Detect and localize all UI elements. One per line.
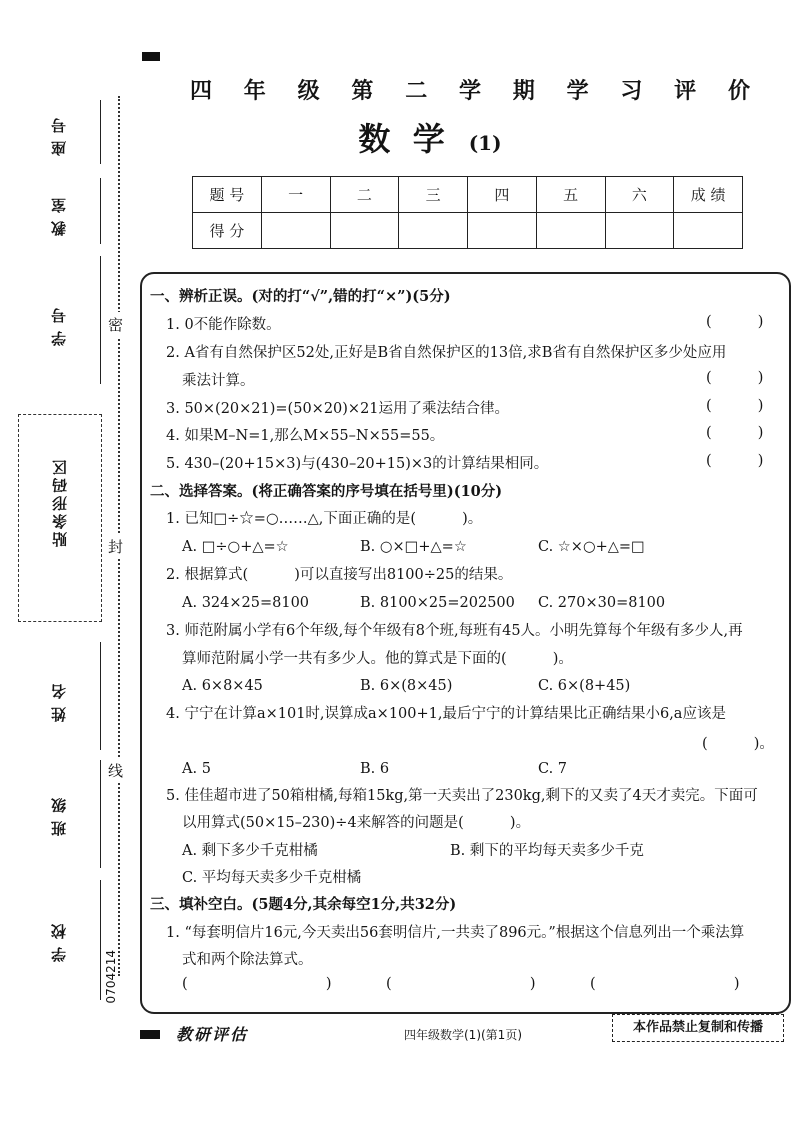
- title-char: 学: [566, 79, 589, 104]
- paper-number: (1): [468, 131, 502, 155]
- score-input-cell[interactable]: [399, 213, 468, 249]
- copyright-notice: 本作品禁止复制和传播: [612, 1014, 784, 1042]
- registration-mark: [140, 1030, 160, 1039]
- score-table-header-row: [193, 177, 743, 213]
- s2-question-2: 2. 根据算式( )可以直接写出8100÷25的结果。: [166, 567, 513, 583]
- score-input-cell[interactable]: [261, 213, 330, 249]
- title-char: 第: [351, 79, 374, 104]
- s2-q5-option-a: A. 剩下多少千克柑橘: [182, 843, 318, 859]
- title-char: 价: [727, 79, 750, 104]
- title-char: 期: [512, 79, 535, 104]
- score-table-score-row: [193, 213, 743, 249]
- score-input-cell[interactable]: [536, 213, 605, 249]
- answer-paren[interactable]: ( ): [706, 453, 764, 469]
- name-label: 姓名: [50, 676, 68, 722]
- serial-number: 0704214: [104, 950, 118, 1004]
- s2-q4-option-c: C. 7: [538, 761, 568, 777]
- s1-question-5: 5. 430–(20+15×3)与(430–20+15)×3的计算结果相同。: [166, 456, 549, 472]
- score-cell: 六: [605, 177, 674, 213]
- s1-question-3: 3. 50×(20×21)=(50×20)×21运用了乘法结合律。: [166, 401, 510, 417]
- s1-question-1: 1. 0不能作除数。: [166, 317, 281, 333]
- page-label: 四年级数学(1)(第1页): [404, 1028, 522, 1042]
- writing-line: [100, 100, 101, 164]
- writing-line: [100, 760, 101, 868]
- s2-question-3: 3. 师范附属小学有6个年级,每个年级有8个班,每班有45人。小明先算每个年级有多少人,再: [166, 623, 743, 639]
- barcode-area: [18, 414, 102, 622]
- seal-char-feng: 封: [108, 534, 123, 559]
- score-table: [192, 176, 743, 249]
- answer-paren[interactable]: ( ): [706, 398, 764, 414]
- score-cell: 三: [399, 177, 468, 213]
- title-char: 评: [674, 79, 697, 104]
- score-cell: 四: [468, 177, 537, 213]
- school-label: 学校: [50, 916, 68, 962]
- subject-title: [300, 114, 560, 160]
- s1-question-2: 2. A省有自然保护区52处,正好是B省自然保护区的13倍,求B省有自然保护区多少处应用: [166, 345, 727, 361]
- title-char: 年: [243, 79, 266, 104]
- s2-q4-option-a: A. 5: [182, 761, 211, 777]
- s2-q5-option-b: B. 剩下的平均每天卖多少千克: [450, 843, 644, 859]
- section-3-title: 三、填补空白。(5题4分,其余每空1分,共32分): [150, 896, 457, 913]
- title-char: 级: [297, 79, 320, 104]
- s1-question-2-cont: 乘法计算。: [182, 373, 255, 389]
- student-number-label: 学号: [50, 300, 68, 346]
- section-2-title: 二、选择答案。(将正确答案的序号填在括号里)(10分): [150, 483, 503, 500]
- s2-question-5-cont: 以用算式(50×15–230)÷4来解答的问题是( )。: [182, 815, 531, 831]
- s2-q3-option-a: A. 6×8×45: [182, 678, 263, 694]
- writing-line: [100, 178, 101, 244]
- s2-q3-option-b: B. 6×(8×45): [360, 678, 453, 694]
- title-char: 二: [405, 79, 428, 104]
- s2-q1-option-c: C. ☆×○+△=□: [538, 539, 645, 555]
- score-input-cell[interactable]: [468, 213, 537, 249]
- title-char: 四: [190, 79, 213, 104]
- s3-question-1: 1. “每套明信片16元,今天卖出56套明信片,一共卖了896元。”根据这个信息列出一个乘法算: [166, 925, 745, 941]
- s2-q2-option-a: A. 324×25=8100: [182, 595, 310, 611]
- answer-blank-2[interactable]: ( ): [386, 976, 536, 992]
- barcode-label: 贴条形码区: [51, 457, 69, 547]
- subject-name: 数 学: [358, 120, 445, 158]
- registration-mark: [142, 52, 160, 61]
- answer-blank-1[interactable]: ( ): [182, 976, 332, 992]
- score-input-cell[interactable]: [605, 213, 674, 249]
- score-input-cell[interactable]: [330, 213, 399, 249]
- answer-paren[interactable]: ( ): [706, 314, 764, 330]
- score-cell: 成 绩: [674, 177, 743, 213]
- s1-question-4: 4. 如果M–N=1,那么M×55–N×55=55。: [166, 428, 445, 444]
- s2-q1-option-b: B. ○×□+△=☆: [360, 539, 467, 555]
- s2-q2-option-c: C. 270×30=8100: [538, 595, 666, 611]
- score-cell: 五: [536, 177, 605, 213]
- writing-line: [100, 642, 101, 750]
- answer-blank-3[interactable]: ( ): [590, 976, 740, 992]
- classroom-label: 教室: [50, 190, 68, 236]
- writing-line: [100, 880, 101, 1000]
- s2-q1-option-a: A. □÷○+△=☆: [182, 539, 289, 555]
- s2-q3-option-c: C. 6×(8+45): [538, 678, 631, 694]
- score-cell: 二: [330, 177, 399, 213]
- score-cell: 题 号: [193, 177, 262, 213]
- title-char: 习: [620, 79, 643, 104]
- s2-question-5: 5. 佳佳超市进了50箱柑橘,每箱15kg,第一天卖出了230kg,剩下的又卖了4天才卖完。下面可: [166, 788, 758, 804]
- exam-title: [190, 74, 750, 105]
- s2-question-4: 4. 宁宁在计算a×101时,误算成a×100+1,最后宁宁的计算结果比正确结果小6,a应该是: [166, 706, 726, 722]
- s2-q2-option-b: B. 8100×25=202500: [360, 595, 515, 611]
- seal-char-xian: 线: [108, 758, 123, 783]
- answer-paren[interactable]: ( ): [706, 370, 764, 386]
- score-input-cell[interactable]: [674, 213, 743, 249]
- s3-question-1-cont: 式和两个除法算式。: [182, 952, 313, 968]
- s2-question-1: 1. 已知□÷☆=○……△,下面正确的是( )。: [166, 511, 483, 527]
- score-cell: 一: [261, 177, 330, 213]
- answer-paren[interactable]: ( )。: [702, 736, 774, 752]
- title-char: 学: [458, 79, 481, 104]
- publisher-mark: 教研评估: [176, 1025, 249, 1044]
- writing-line: [100, 256, 101, 384]
- s2-question-3-cont: 算师范附属小学一共有多少人。他的算式是下面的( )。: [182, 651, 573, 667]
- seat-number-label: 座号: [50, 110, 68, 156]
- s2-q5-option-c: C. 平均每天卖多少千克柑橘: [182, 870, 362, 886]
- score-cell: 得 分: [193, 213, 262, 249]
- answer-paren[interactable]: ( ): [706, 425, 764, 441]
- s2-q4-option-b: B. 6: [360, 761, 390, 777]
- class-label: 班级: [50, 790, 68, 836]
- section-1-title: 一、辨析正误。(对的打“√”,错的打“×”)(5分): [150, 288, 451, 305]
- seal-char-mi: 密: [108, 312, 123, 337]
